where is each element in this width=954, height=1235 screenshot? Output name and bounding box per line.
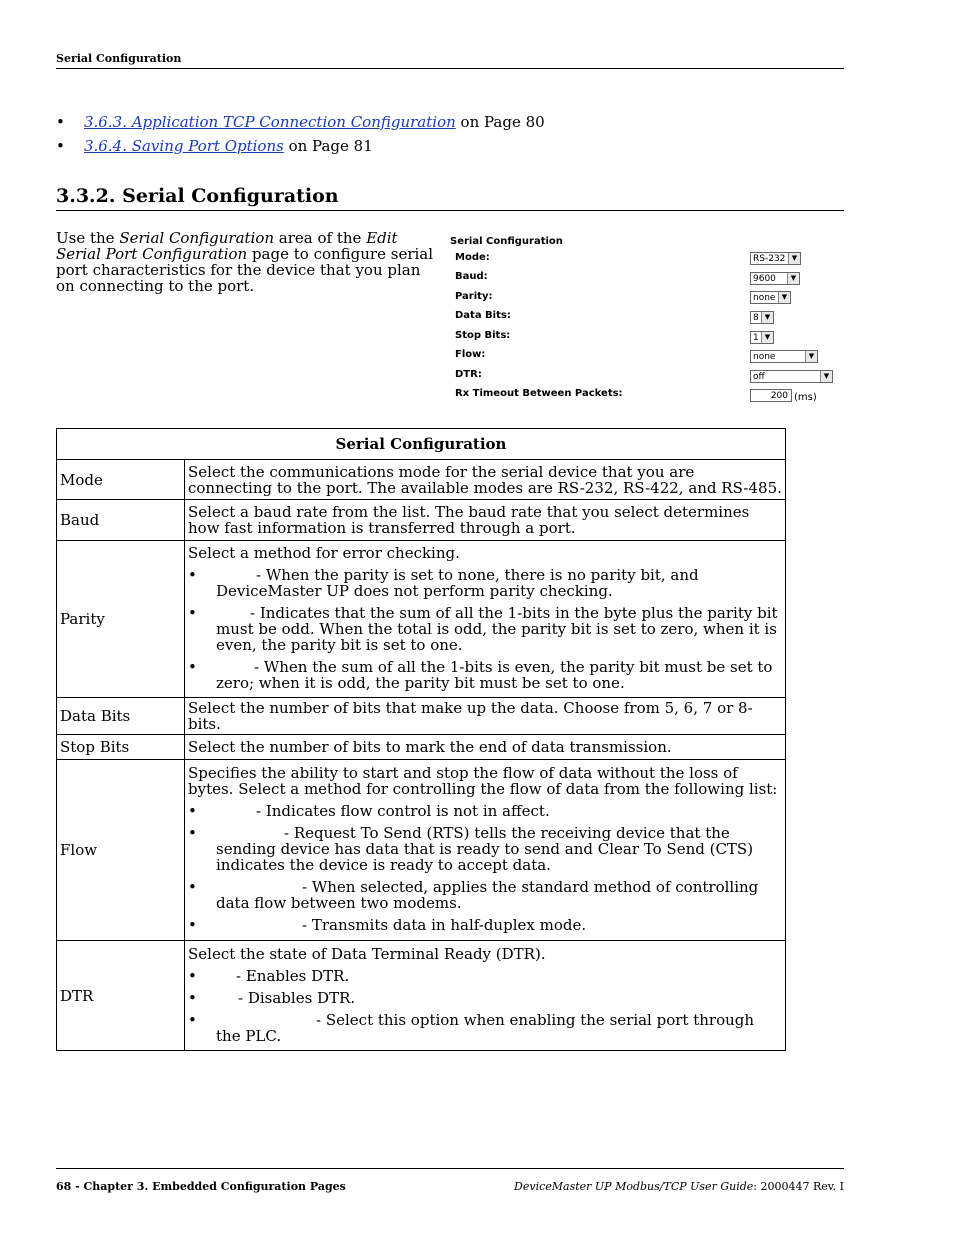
chevron-down-icon: ▼	[805, 351, 817, 362]
row-description: Select a baud rate from the list. The baud rate that you select determines how fast information is transferred through a port.	[185, 500, 786, 541]
link-page-ref: on Page 81	[283, 137, 373, 155]
chevron-down-icon: ▼	[820, 371, 832, 382]
list-item: • - Disables DTR.	[188, 988, 356, 1007]
table-header-row	[57, 429, 786, 460]
stop-bits-label: Stop Bits:	[455, 330, 511, 341]
link-tcp-connection-config[interactable]: 3.6.3. Application TCP Connection Configuration	[84, 113, 456, 131]
flow-label: Flow:	[455, 349, 486, 360]
table-row	[57, 460, 786, 500]
section-title: 3.3.2. Serial Configuration	[56, 185, 339, 207]
table-row	[57, 760, 786, 941]
mode-select[interactable]: RS-232 ▼	[750, 252, 801, 265]
row-label: Parity	[57, 541, 185, 698]
stop-bits-select[interactable]: 1 ▼	[750, 331, 774, 344]
dtr-label: DTR:	[455, 369, 482, 380]
related-links-list	[56, 110, 545, 158]
link-page-ref: on Page 80	[455, 113, 545, 131]
list-item: • - Transmits data in half-duplex mode.	[188, 916, 587, 934]
table-row	[57, 735, 786, 760]
list-item: • 3.6.3. Application TCP Connection Configuration on Page 80	[56, 113, 545, 131]
table-row	[57, 698, 786, 735]
footer-rule	[56, 1168, 844, 1169]
list-item: • - When selected, applies the standard method of controlling data flow between two modems.	[188, 878, 759, 912]
table-row	[57, 941, 786, 1051]
row-description: Specifies the ability to start and stop the flow of data without the loss of bytes. Select a method for controlling the flow of data from the following list: • - Indicates flow control is not in affect. • - Request To Send (RTS) tells the receiving device that the sending device has data that is ready to send and Clear To Send (CTS) indicates the device is ready to accept data. • - When selected, applies the standard method of controlling data flow between two modems. • - Transmits data in half-duplex mode.	[185, 760, 786, 941]
data-bits-label: Data Bits:	[455, 310, 511, 321]
chevron-down-icon: ▼	[787, 273, 799, 284]
list-item: • - Select this option when enabling the serial port through the PLC.	[188, 1010, 755, 1045]
row-label: Mode	[57, 460, 185, 500]
link-saving-port-options[interactable]: 3.6.4. Saving Port Options	[84, 137, 284, 155]
list-item: • 3.6.4. Saving Port Options on Page 81	[56, 137, 373, 155]
dtr-select[interactable]: off ▼	[750, 370, 833, 383]
rx-timeout-input[interactable]: 200	[750, 389, 792, 402]
data-bits-select[interactable]: 8 ▼	[750, 311, 774, 324]
chevron-down-icon: ▼	[788, 253, 800, 264]
list-item: • - Indicates flow control is not in affect.	[188, 802, 550, 820]
rx-timeout-unit: (ms)	[794, 392, 817, 403]
panel-title: Serial Configuration	[450, 236, 563, 247]
serial-config-screenshot	[450, 236, 840, 408]
list-item: • - When the sum of all the 1-bits is even, the parity bit must be set to zero; when it is odd, the parity bit must be set to one.	[188, 658, 773, 692]
row-description: Select the number of bits to mark the end of data transmission.	[185, 735, 786, 760]
parity-label: Parity:	[455, 291, 493, 302]
row-label: DTR	[57, 941, 185, 1051]
chevron-down-icon: ▼	[761, 332, 773, 343]
baud-label: Baud:	[455, 271, 488, 282]
table-row	[57, 500, 786, 541]
list-item: • - When the parity is set to none, there is no parity bit, and DeviceMaster UP does not perform parity checking.	[188, 566, 699, 600]
row-label: Stop Bits	[57, 735, 185, 760]
row-label: Baud	[57, 500, 185, 541]
flow-select[interactable]: none ▼	[750, 350, 818, 363]
list-item: • - Enables DTR.	[188, 966, 350, 985]
rx-timeout-label: Rx Timeout Between Packets:	[455, 388, 623, 399]
table-row	[57, 541, 786, 698]
footer-doc-title: DeviceMaster UP Modbus/TCP User Guide: 2000447 Rev. I	[514, 1180, 844, 1193]
footer-page-label: 68 - Chapter 3. Embedded Configuration Pages	[56, 1180, 346, 1193]
row-description: Select the state of Data Terminal Ready (DTR). • - Enables DTR. • - Disables DTR. • - Select this option when enabling the serial port through the PLC.	[185, 941, 786, 1051]
list-item: • - Request To Send (RTS) tells the receiving device that the sending device has data that is ready to send and Clear To Send (CTS) indicates the device is ready to accept data.	[188, 824, 754, 874]
row-description: Select the number of bits that make up the data. Choose from 5, 6, 7 or 8-bits.	[185, 698, 786, 735]
row-label: Flow	[57, 760, 185, 941]
baud-select[interactable]: 9600 ▼	[750, 272, 800, 285]
row-label: Data Bits	[57, 698, 185, 735]
table-title: Serial Configuration	[57, 429, 786, 460]
mode-label: Mode:	[455, 252, 490, 263]
intro-paragraph: Use the Serial Configuration area of the Edit Serial Port Configuration page to configure serial port characteristics for the device that you plan on connecting to the port.	[56, 229, 434, 295]
header-rule	[56, 68, 844, 69]
row-description: Select the communications mode for the serial device that you are connecting to the port. The available modes are RS-232, RS-422, and RS-485.	[185, 460, 786, 500]
running-header: Serial Configuration	[56, 52, 182, 65]
row-description: Select a method for error checking. • - When the parity is set to none, there is no parity bit, and DeviceMaster UP does not perform parity checking. • - Indicates that the sum of all the 1-bits in the byte plus the parity bit must be odd. When the total is odd, the parity bit is set to zero, when it is even, the parity bit is set to one. • - When the sum of all the 1-bits is even, the parity bit must be set to zero; when it is odd, the parity bit must be set to one.	[185, 541, 786, 698]
section-rule	[56, 210, 844, 211]
list-item: • - Indicates that the sum of all the 1-bits in the byte plus the parity bit must be odd. When the total is odd, the parity bit is set to zero, when it is even, the parity bit is set to one.	[188, 604, 778, 654]
chevron-down-icon: ▼	[778, 292, 790, 303]
chevron-down-icon: ▼	[761, 312, 773, 323]
serial-config-table	[56, 428, 786, 1051]
parity-select[interactable]: none ▼	[750, 291, 791, 304]
